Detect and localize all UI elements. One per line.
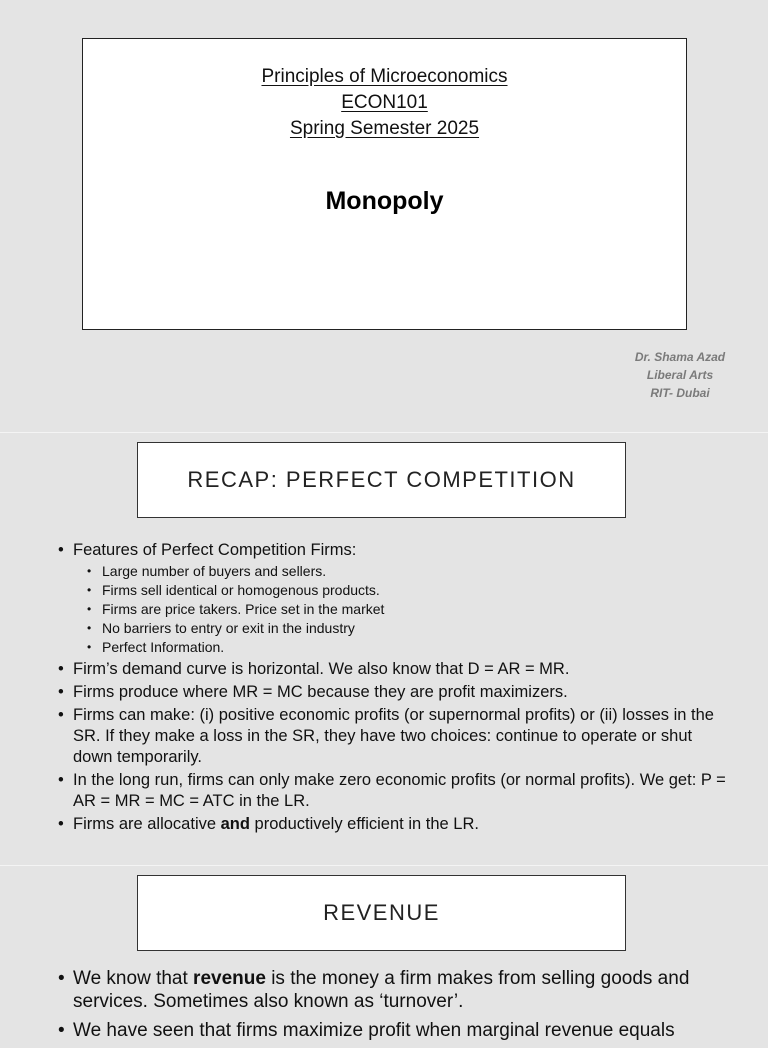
bullet-list [56, 540, 736, 837]
features-list [73, 562, 736, 657]
list-item: • Firms produce where MR = MC because they are profit maximizers. [56, 682, 736, 703]
list-item: • In the long run, firms can only make zero economic profits (or normal profits). We get: P = AR = MR = MC = ATC in the LR. [56, 770, 736, 812]
author-block [600, 348, 760, 402]
course-code: ECON101 [341, 92, 428, 113]
text-run: productively efficient in the LR. [249, 815, 479, 833]
institution: RIT- Dubai [650, 386, 710, 400]
feature-item: • Large number of buyers and sellers. [73, 562, 736, 581]
semester: Spring Semester 2025 [289, 118, 480, 139]
emphasis-text: revenue [193, 968, 266, 989]
emphasis-text: and [220, 815, 250, 833]
topic-title: Monopoly [325, 187, 444, 215]
list-item [56, 814, 736, 835]
department: Liberal Arts [646, 368, 714, 382]
feature-item: • Perfect Information. [73, 638, 736, 657]
course-info [83, 64, 686, 142]
text-run: is the money a firm makes from selling goods and services. Sometimes also known as ‘turnover’. [73, 968, 690, 1012]
bullet-list [56, 967, 736, 1048]
revenue-slide [0, 866, 768, 1041]
list-item [56, 540, 736, 657]
text-run: Firms are allocative [73, 815, 221, 833]
text-run: We know that [73, 968, 194, 989]
title-slide [0, 0, 768, 432]
features-intro: Features of Perfect Competition Firms: [73, 541, 357, 559]
list-item: • Firm’s demand curve is horizontal. We also know that D = AR = MR. [56, 659, 736, 680]
list-item [56, 967, 736, 1013]
list-item: • Firms can make: (i) positive economic profits (or supernormal profits) or (ii) losses in the SR. If they make a loss in the SR, they have two choices: continue to operate or shut down temporarily. [56, 705, 736, 768]
feature-item: • Firms are price takers. Price set in the market [73, 600, 736, 619]
author-name: Dr. Shama Azad [634, 350, 726, 364]
title-box [82, 38, 687, 330]
feature-item: • No barriers to entry or exit in the industry [73, 619, 736, 638]
slide-heading: REVENUE [137, 875, 626, 951]
feature-item: • Firms sell identical or homogenous products. [73, 581, 736, 600]
recap-slide [0, 433, 768, 865]
list-item: • We have seen that firms maximize profit when marginal revenue equals [56, 1019, 736, 1042]
course-title: Principles of Microeconomics [261, 66, 508, 87]
slide-heading: RECAP: PERFECT COMPETITION [137, 442, 626, 518]
